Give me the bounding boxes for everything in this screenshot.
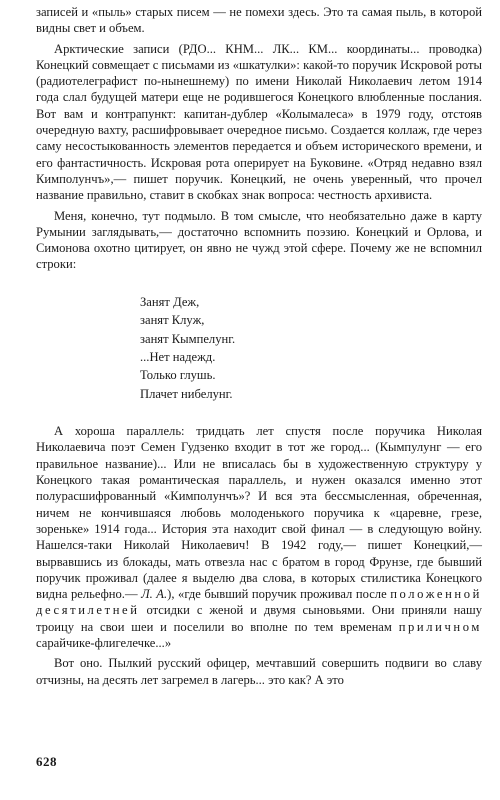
poem-line: Только глушь. [140,368,216,383]
poem-line: ...Нет надежд. [140,349,216,364]
paragraph-text: Вот оно. Пылкий русский офицер, мечтавший совершить подвиги во славу отчизны, на десять лет загремел в лагерь... это как? А это [36,656,482,687]
poem-line: занят Клуж, [140,313,205,328]
paragraph-text: записей и «пыль» старых писем — не помехи здесь. Это та самая пыль, в которой видны свет и объем. [36,5,482,36]
spaced-emphasis-text: положенной десятилетней [36,587,482,618]
paragraph-text: отсидки с женой и двумя сыновьями. Они приняли нашу троицу на свои шеи и поселили во вполне по тем временам [36,603,482,634]
paragraph-text: сарайчике-флигелечке...» [36,636,172,651]
paragraph-poetry-reference [36,208,482,273]
paragraph-officer [36,655,482,688]
paragraph-parallel [36,423,482,651]
page-number: 628 [36,754,57,769]
spaced-emphasis-text: приличном [398,619,482,634]
paragraph-continued [36,4,482,37]
poem-line: Занят Деж, [140,294,200,309]
paragraph-text: ), «где бывший поручик проживал после [167,587,391,602]
paragraph-text: Меня, конечно, тут подмыло. В том смысле, что необязательно даже в карту Румынии заглядывать,— достаточно вспомнить поэзию. Конецкий и Орлова, и Симонова охотно цитирует, он явно не чужд этой сфере. Почему же не вспомнил строки: [36,208,482,272]
poem-line: Плачет нибелунг. [140,386,233,401]
poem-quote [140,293,482,403]
paragraph-text: А хороша параллель: тридцать лет спустя после поручика Николая Николаевича поэт Семен Гудзенко входит в тот же город... (Кымпулунг — его правильное название)... Или не вписалась бы в художественную структуру у Конецкого такая романтическая параллель, и нужен оказался именно этот полурасшифрованный «Кимполунчъ»? И вся эта бессмысленная, обреченная, ничем не кончившаяся любовь молоденького поручика к «царевне, грезе, зореньке» 1914 года... История эта находит свой финал — в следующую войну. Нашелся-таки Николай Николаевич! В 1942 году,— пишет Конецкий,— вырвавшись из блокады, мать отвезла нас с братом в город Фрунзе, где бывший поручик проживал (далее я выделю два слова, в которых стилистика Конецкого видна рельефно.— [36,424,482,602]
poem-line: занят Кымпелунг. [140,331,236,346]
paragraph-text: Арктические записи (РДО... КНМ... ЛК... КМ... координаты... проводка) Конецкий совмещает с письмами из «шкатулки»: какой-то поручик Искровой роты (радиотелеграфист по-нынешнему) по имени Николай Николаевич летом 1914 года слал будущей матери еще не родившегося Конецкого влюбленные послания. Вот вам и контрапункт: капитан-дублер «Колымалеса» в 1979 году, отстояв очередную вахту, расшифровывает очередное письмо. Создается коллаж, где через саму несостыкованность элементов передается и объем исторического времени, и его фантастичность. Искровая рота оперирует на Буковине. «Отряд недавно взял Кимполунчъ»,— пишет поручик. Конецкий, не очень уверенный, что прочел название правильно, ставит в скобках знак вопроса: честность архивиста. [36,41,482,203]
italic-text: Л. А. [141,587,168,602]
paragraph-arctic-notes [36,41,482,204]
